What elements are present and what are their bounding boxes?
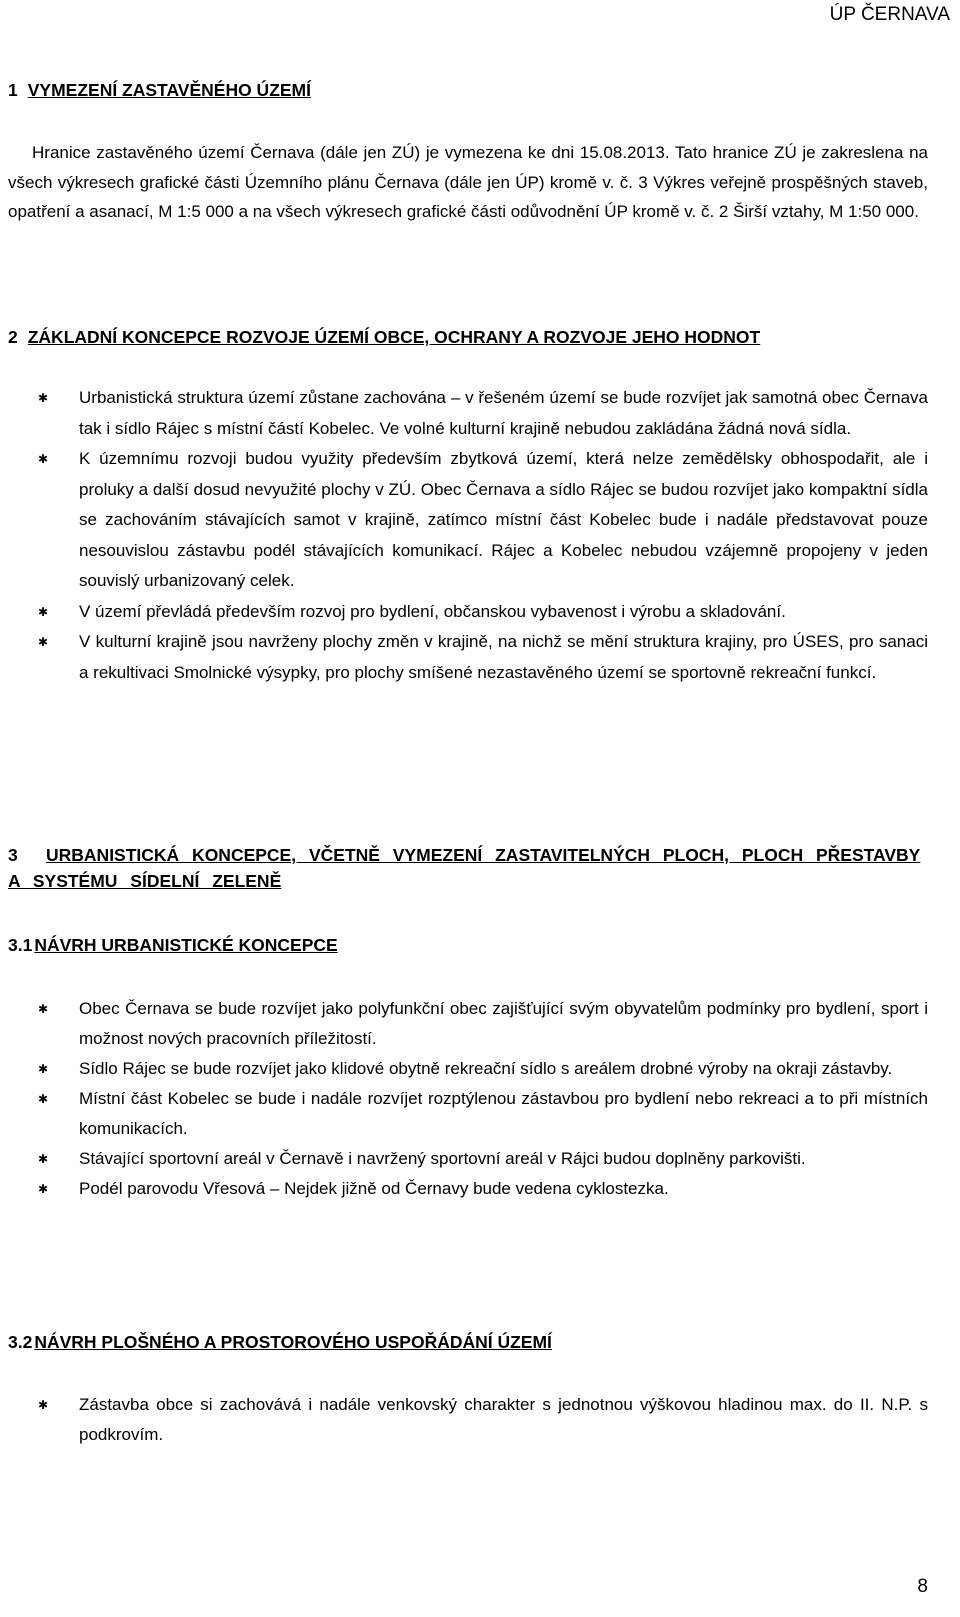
section-2-title: ZÁKLADNÍ KONCEPCE ROZVOJE ÚZEMÍ OBCE, OCHRANY A ROZVOJE JEHO HODNOT: [27, 327, 761, 347]
asterisk-bullet-icon: ✱: [38, 635, 49, 649]
list-item: ✱ Místní část Kobelec se bude i nadále rozvíjet rozptýlenou zástavbou pro bydlení nebo rekreaci a to při místních komunikacích.: [0, 1084, 928, 1144]
section-2-heading: [8, 327, 760, 348]
asterisk-bullet-icon: ✱: [38, 1398, 49, 1412]
section-3-1-number: 3.1: [8, 935, 33, 955]
list-item: ✱ Urbanistická struktura území zůstane zachována – v řešeném území se bude rozvíjet jak samotná obec Černava tak i sídlo Rájec s místní částí Kobelec. Ve volné kulturní krajině nebudou zakládána žádná nová sídla.: [0, 383, 928, 444]
list-item: ✱ V kulturní krajině jsou navrženy plochy změn v krajině, na nichž se mění struktura krajiny, pro ÚSES, pro sanaci a rekultivaci Smolnické výsypky, pro plochy smíšené nezastavěného území se sportovně rekreační funkcí.: [0, 627, 928, 688]
section-1-title: VYMEZENÍ ZASTAVĚNÉHO ÚZEMÍ: [27, 80, 311, 100]
section-3-1-heading: [8, 935, 338, 956]
asterisk-bullet-icon: ✱: [38, 1092, 49, 1106]
asterisk-bullet-icon: ✱: [38, 1182, 49, 1196]
section-3-heading: [8, 842, 928, 894]
section-3-2-title: NÁVRH PLOŠNÉHO A PROSTOROVÉHO USPOŘÁDÁNÍ ÚZEMÍ: [34, 1332, 552, 1352]
section-1-number: 1: [8, 80, 18, 100]
section-2-number: 2: [8, 327, 18, 347]
list-item: ✱ Sídlo Rájec se bude rozvíjet jako klidové obytně rekreační sídlo s areálem drobné výroby na okraji zástavby.: [0, 1054, 928, 1084]
section-1-heading: [8, 80, 311, 101]
section-3-1-title: NÁVRH URBANISTICKÉ KONCEPCE: [34, 935, 338, 955]
list-item: ✱ Podél parovodu Vřesová – Nejdek jižně od Černavy bude vedena cyklostezka.: [0, 1174, 928, 1204]
asterisk-bullet-icon: ✱: [38, 391, 49, 405]
section-1-paragraph: [8, 138, 928, 227]
section-3-2-heading: [8, 1332, 552, 1353]
asterisk-bullet-icon: ✱: [38, 604, 49, 619]
list-item: ✱ Obec Černava se bude rozvíjet jako polyfunkční obec zajišťující svým obyvatelům podmínky pro bydlení, sport i možnost nových pracovních příležitostí.: [0, 994, 928, 1054]
section-3-number: 3: [8, 845, 18, 865]
asterisk-bullet-icon: ✱: [38, 1002, 49, 1016]
list-item: ✱ K územnímu rozvoji budou využity především zbytková území, která nelze zemědělsky obhospodařit, ale i proluky a další dosud nevyužité plochy v ZÚ. Obec Černava a sídlo Rájec se budou rozvíjet jako kompaktní sídla se zachováním stávajících samot v krajině, zatímco místní část Kobelec bude i nadále představovat pouze nesouvislou zástavbu podél stávajících komunikací. Rájec a Kobelec nebudou vzájemně propojeny v jeden souvislý urbanizovaný celek.: [0, 444, 928, 597]
running-header: ÚP ČERNAVA: [829, 4, 950, 25]
section-3-1-bullet-list: [0, 994, 928, 1204]
section-3-title: URBANISTICKÁ KONCEPCE, VČETNĚ VYMEZENÍ ZASTAVITELNÝCH PLOCH, PLOCH PŘESTAVBY A SYSTÉMU SÍDELNÍ ZELENĚ: [8, 845, 921, 891]
section-3-2-bullet-list: [0, 1390, 928, 1450]
list-item: ✱ Zástavba obce si zachovává i nadále venkovský charakter s jednotnou výškovou hladinou max. do II. N.P. s podkrovím.: [0, 1390, 928, 1450]
asterisk-bullet-icon: ✱: [38, 452, 49, 466]
asterisk-bullet-icon: ✱: [38, 1152, 49, 1166]
section-2-bullet-list: [0, 383, 928, 688]
asterisk-bullet-icon: ✱: [38, 1062, 49, 1076]
list-item: ✱ Stávající sportovní areál v Černavě i navržený sportovní areál v Rájci budou doplněny parkovišti.: [0, 1144, 928, 1174]
list-item: ✱ V území převládá především rozvoj pro bydlení, občanskou vybavenost i výrobu a skladování.: [0, 597, 928, 628]
page-number: 8: [917, 1576, 928, 1597]
section-3-2-number: 3.2: [8, 1332, 33, 1352]
section-1-text: Hranice zastavěného území Černava (dále jen ZÚ) je vymezena ke dni 15.08.2013. Tato hranice ZÚ je zakreslena na všech výkresech grafické části Územního plánu Černava (dále jen ÚP) kromě v. č. 3 Výkres veřejně prospěšných staveb, opatření a asanací, M 1:5 000 a na všech výkresech grafické části odůvodnění ÚP kromě v. č. 2 Širší vztahy, M 1:50 000.: [8, 143, 928, 221]
